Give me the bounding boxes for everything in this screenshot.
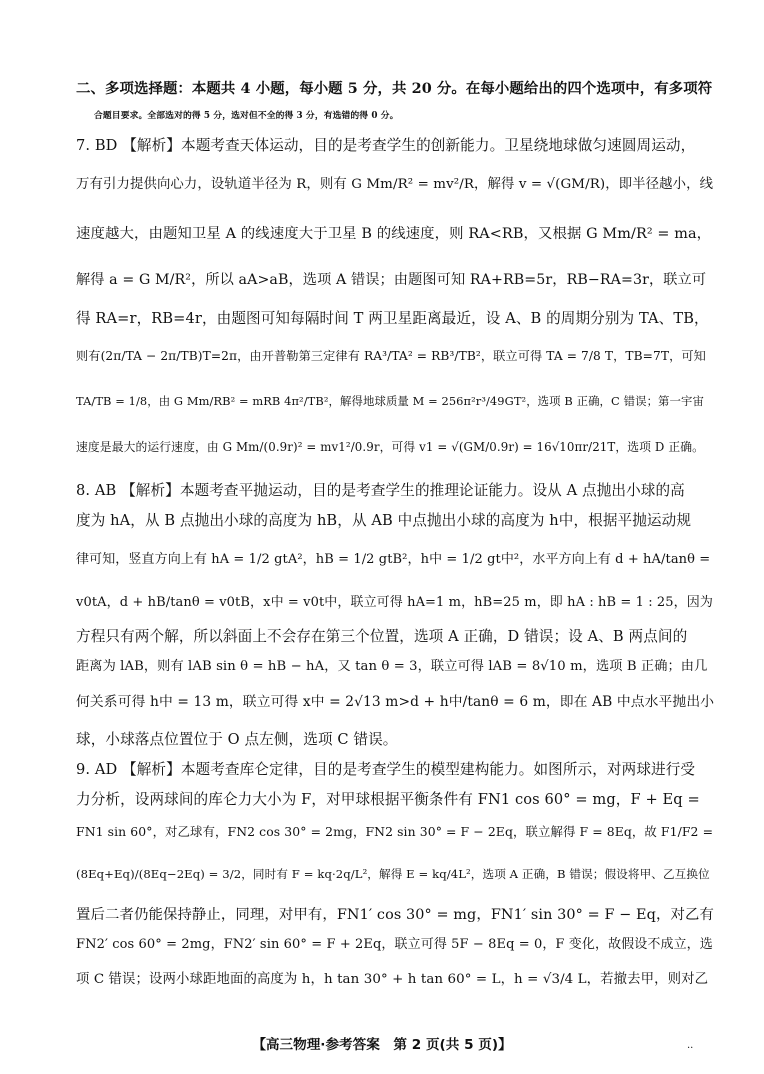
corner-mark: .. [687, 1040, 694, 1051]
section-header-line-1: 二、多项选择题：本题共 4 小题，每小题 5 分，共 20 分。在每小题给出的四个选项中，有多项符 [76, 80, 713, 97]
q8-line-5: 方程只有两个解，所以斜面上不会存在第三个位置，选项 A 正确，D 错误；设 A、B 两点间的 [76, 628, 688, 645]
page-footer: 【高三物理·参考答案 第 2 页(共 5 页)】 [252, 1037, 512, 1053]
q8-line-7: 何关系可得 h中 = 13 m，联立可得 x中 = 2√13 m>d + h中/tanθ = 6 m，即在 AB 中点水平抛出小 [76, 694, 715, 710]
q9-line-6: FN2′ cos 60° = 2mg，FN2′ sin 60° = F + 2Eq，联立可得 5F − 8Eq = 0，F 变化，故假设不成立，选 [76, 937, 713, 952]
q9-line-4: (8Eq+Eq)/(8Eq−2Eq) = 3/2，同时有 F = kq·2q/L²，解得 E = kq/4L²，选项 A 正确，B 错误；假设将甲、乙互换位 [76, 867, 710, 881]
q8-line-4: v0tA，d + hB/tanθ = v0tB，x中 = v0t中，联立可得 hA=1 m，hB=25 m，即 hA : hB = 1 : 25，因为 [76, 595, 713, 610]
q7-line-3: 速度越大，由题知卫星 A 的线速度大于卫星 B 的线速度，则 RA<RB，又根据 G Mm/R² = ma， [76, 226, 712, 242]
q8-line-3: 律可知，竖直方向上有 hA = 1/2 gtA²，hB = 1/2 gtB²，h中 = 1/2 gt中²，水平方向上有 d + hA/tanθ = [76, 552, 711, 567]
q8-line-1: 8. AB 【解析】本题考查平抛运动，目的是考查学生的推理论证能力。设从 A 点抛出小球的高 [76, 482, 685, 499]
q9-line-5: 置后二者仍能保持静止，同理，对甲有，FN1′ cos 30° = mg，FN1′ sin 30° = F − Eq，对乙有 [76, 907, 714, 923]
q7-line-7: TA/TB = 1/8，由 G Mm/RB² = mRB 4π²/TB²，解得地球质量 M = 256π²r³/49GT²，选项 B 正确，C 错误；第一宇宙 [76, 394, 705, 408]
q7-line-4: 解得 a = G M/R²，所以 aA>aB，选项 A 错误；由题图可知 RA+RB=5r，RB−RA=3r，联立可 [76, 272, 707, 288]
q8-line-6: 距离为 lAB，则有 lAB sin θ = hB − hA，又 tan θ = 3，联立可得 lAB = 8√10 m，选项 B 正确；由几 [76, 659, 708, 674]
section-header-line-2: 合题目要求。全部选对的得 5 分，选对但不全的得 3 分，有选错的得 0 分。 [94, 111, 399, 121]
q7-line-8: 速度是最大的运行速度，由 G Mm/(0.9r)² = mv1²/0.9r，可得 v1 = √(GM/0.9r) = 16√10πr/21T，选项 D 正确。 [76, 440, 705, 454]
q9-line-2: 力分析，设两球间的库仑力大小为 F，对甲球根据平衡条件有 FN1 cos 60° = mg，F + Eq = [76, 791, 700, 808]
q9-line-3: FN1 sin 60°，对乙球有，FN2 cos 30° = 2mg，FN2 sin 30° = F − 2Eq，联立解得 F = 8Eq，故 F1/F2 = [76, 824, 714, 839]
q8-line-8: 球，小球落点位置位于 O 点左侧，选项 C 错误。 [76, 731, 398, 748]
q7-line-5: 得 RA=r，RB=4r，由题图可知每隔时间 T 两卫星距离最近，设 A、B 的周期分别为 TA、TB， [76, 310, 709, 327]
q7-line-2: 万有引力提供向心力，设轨道半径为 R，则有 G Mm/R² = mv²/R，解得 v = √(GM/R)，即半径越小，线 [76, 177, 714, 192]
q7-line-6: 则有(2π/TA − 2π/TB)T=2π，由开普勒第三定律有 RA³/TA² = RB³/TB²，联立可得 TA = 7/8 T，TB=7T，可知 [76, 349, 706, 363]
q9-line-7: 项 C 错误；设两小球距地面的高度为 h，h tan 30° + h tan 60° = L，h = √3/4 L，若撤去甲，则对乙 [76, 972, 709, 987]
q9-line-1: 9. AD 【解析】本题考查库仑定律，目的是考查学生的模型建构能力。如图所示，对两球进行受 [76, 761, 696, 778]
q8-line-2: 度为 hA，从 B 点抛出小球的高度为 hB，从 AB 中点抛出小球的高度为 h中，根据平抛运动规 [76, 512, 692, 529]
q7-line-1: 7. BD 【解析】本题考查天体运动，目的是考查学生的创新能力。卫星绕地球做匀速圆周运动， [76, 137, 696, 154]
